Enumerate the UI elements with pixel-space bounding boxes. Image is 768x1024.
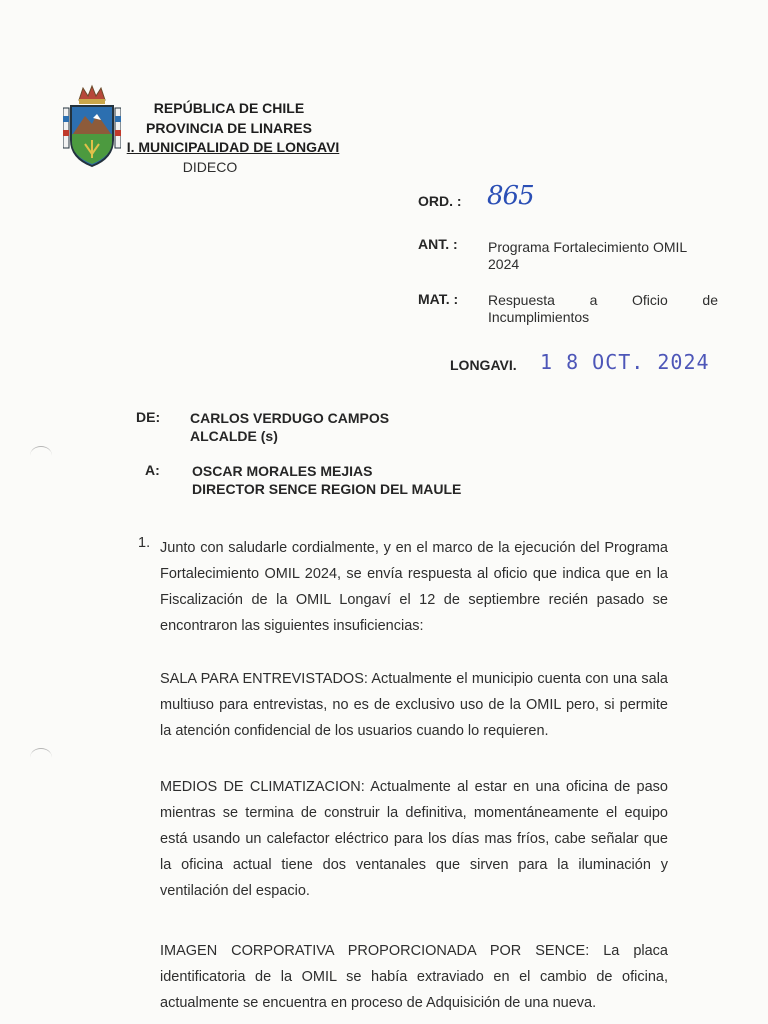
mat-word: Respuesta — [488, 292, 555, 308]
municipal-crest-logo — [63, 82, 121, 168]
from-label: DE: — [136, 409, 161, 425]
to-block — [192, 462, 461, 498]
paragraph-number: 1. — [138, 535, 151, 551]
margin-punch-mark — [30, 748, 52, 767]
paragraph-intro: Junto con saludarle cordialmente, y en el marco de la ejecución del Programa Fortalecimiento OMIL 2024, se envía respuesta al oficio que indica que en la Fiscalización de la OMIL Longaví el 12 de septiembre recién pasado se encontraron las siguientes insuficiencias: — [160, 540, 668, 634]
mat-word: Oficio — [631, 292, 668, 308]
from-title: ALCALDE (s) — [190, 428, 278, 444]
mat-label: MAT. : — [418, 291, 459, 307]
ant-value: Programa Fortalecimiento OMIL 2024 — [488, 239, 687, 272]
ord-label: ORD. : — [418, 193, 462, 209]
margin-punch-mark — [30, 446, 52, 465]
to-title: DIRECTOR SENCE REGION DEL MAULE — [192, 481, 462, 497]
date-stamp: 1 8 OCT. 2024 — [540, 350, 710, 374]
header-province: PROVINCIA DE LINARES — [146, 120, 312, 136]
paragraph-interview-room: SALA PARA ENTREVISTADOS: Actualmente el municipio cuenta con una sala multiuso para entrevistas, no es de exclusivo uso de la OMIL pero, si permite la atención confidencial de los usuarios cuando lo requieren. — [160, 671, 668, 739]
mat-word: de — [702, 292, 718, 308]
header-municipality: I. MUNICIPALIDAD DE LONGAVI — [126, 139, 340, 155]
to-label: A: — [145, 462, 160, 478]
mat-value — [488, 292, 718, 326]
date-place-label: LONGAVI. — [450, 357, 517, 373]
mat-line2: Incumplimientos — [488, 309, 590, 325]
header-department: DIDECO — [182, 159, 238, 175]
ant-label: ANT. : — [418, 236, 458, 252]
from-block — [190, 409, 389, 445]
from-name: CARLOS VERDUGO CAMPOS — [190, 410, 390, 426]
mat-word: a — [589, 292, 598, 308]
to-name: OSCAR MORALES MEJIAS — [192, 463, 373, 479]
header-country: REPÚBLICA DE CHILE — [153, 100, 305, 116]
ord-number-handwritten: 865 — [487, 181, 534, 211]
paragraph-corporate-image: IMAGEN CORPORATIVA PROPORCIONADA POR SENCE: La placa identificatoria de la OMIL se había extraviado en el cambio de oficina, actualmente se encuentra en proceso de Adquisición de una nueva. — [160, 943, 668, 1011]
paragraph-climate: MEDIOS DE CLIMATIZACION: Actualmente al estar en una oficina de paso mientras se termina de construir la definitiva, momentáneamente el equipo está usando un calefactor eléctrico para los días mas fríos, cabe señalar que la oficina actual tiene dos ventanales que sirven para la iluminación y ventilación del espacio. — [160, 779, 668, 899]
